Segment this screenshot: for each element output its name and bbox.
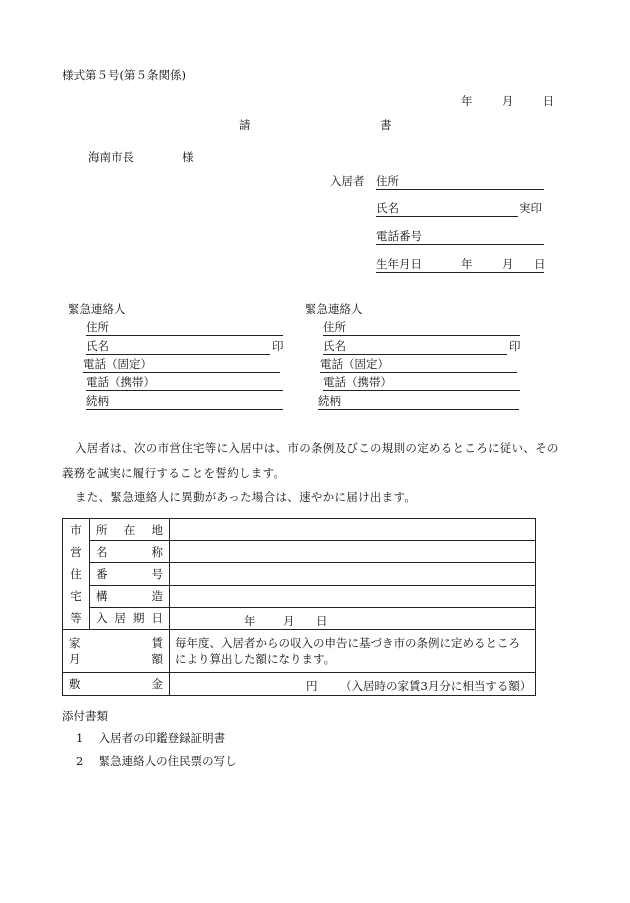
contact1-seal-label: 印 <box>272 339 284 353</box>
rent-value-line-2: により算出した額になります。 <box>175 652 336 666</box>
attachment-text: 緊急連絡人の住民票の写し <box>98 754 237 768</box>
resident-name-field[interactable] <box>376 203 518 217</box>
contact1-relation-field[interactable] <box>86 396 283 410</box>
date-year-label: 年 <box>461 94 473 108</box>
movein-month-label: 月 <box>283 613 295 628</box>
form-number: 様式第５号(第５条関係) <box>62 68 186 82</box>
resident-label: 入居者 <box>330 174 365 188</box>
title-right: 書 <box>380 118 392 132</box>
title-left: 請 <box>239 118 251 132</box>
table-row <box>63 541 536 563</box>
attachment-number: 1 <box>76 731 84 745</box>
contact2-name-field[interactable] <box>323 341 507 355</box>
attachments-heading: 添付書類 <box>62 709 108 723</box>
contact2-heading: 緊急連絡人 <box>305 302 363 316</box>
pledge-line-2: 義務を誠実に履行することを誓約します。 <box>62 466 286 480</box>
resident-phone-field[interactable] <box>376 231 544 245</box>
table-row <box>63 585 536 607</box>
row-location-value[interactable] <box>170 519 536 541</box>
rent-value <box>170 630 536 673</box>
contact2-phone-fixed-field[interactable] <box>320 359 517 373</box>
date-line <box>461 96 554 108</box>
row-name-value[interactable] <box>170 541 536 563</box>
rent-value-line-1: 毎年度、入居者からの収入の申告に基づき市の条例に定めるところ <box>175 636 520 650</box>
housing-table <box>62 518 536 696</box>
table-row <box>63 563 536 585</box>
contact2-address-field[interactable] <box>323 322 520 336</box>
resident-seal-label: 実印 <box>519 201 542 215</box>
attachment-item-2 <box>76 756 237 768</box>
deposit-label: 敷 金 <box>63 673 170 696</box>
contact1-phone-mobile-label: 電話（携帯） <box>86 375 155 389</box>
birth-year-label: 年 <box>461 257 473 271</box>
table-row <box>63 673 536 696</box>
row-location-label: 所 在 地 <box>90 519 170 541</box>
movein-day-label: 日 <box>316 613 328 628</box>
table-row <box>63 519 536 541</box>
resident-address-label: 住所 <box>376 174 399 188</box>
row-structure-value[interactable] <box>170 585 536 607</box>
birth-day-label: 日 <box>534 257 546 271</box>
contact1-phone-mobile-field[interactable] <box>86 377 283 391</box>
contact2-relation-label: 続柄 <box>318 394 341 408</box>
resident-phone-label: 電話番号 <box>376 229 422 243</box>
contact2-name-label: 氏名 <box>323 339 346 353</box>
resident-birth-label: 生年月日 <box>376 257 422 271</box>
contact2-phone-mobile-field[interactable] <box>323 377 520 391</box>
deposit-value[interactable] <box>170 673 536 696</box>
deposit-note: （入居時の家賃3月分に相当する額） <box>340 679 532 693</box>
row-number-value[interactable] <box>170 563 536 585</box>
resident-address-field[interactable] <box>376 176 544 190</box>
row-structure-label: 構 造 <box>90 585 170 607</box>
movein-year-label: 年 <box>244 613 256 628</box>
resident-birth-field[interactable] <box>376 259 544 273</box>
contact1-address-field[interactable] <box>86 322 283 336</box>
addressee-name: 海南市長 <box>88 150 134 164</box>
date-month-label: 月 <box>501 94 514 108</box>
contact1-phone-fixed-label: 電話（固定） <box>83 357 152 371</box>
date-day-label: 日 <box>542 94 555 108</box>
attachment-item-1 <box>76 733 225 745</box>
resident-name-label: 氏名 <box>376 201 399 215</box>
housing-group-label: 市 営 住 宅 等 <box>63 519 90 630</box>
row-name-label: 名 称 <box>90 541 170 563</box>
pledge-line-1: 入居者は、次の市営住宅等に入居中は、市の条例及びこの規則の定めるところに従い、その <box>75 441 559 455</box>
row-number-label: 番 号 <box>90 563 170 585</box>
row-movein-value[interactable] <box>170 607 536 629</box>
table-row <box>63 630 536 673</box>
row-movein-label: 入 居 期 日 <box>90 607 170 629</box>
pledge-line-3: また、緊急連絡人に異動があった場合は、速やかに届け出ます。 <box>75 490 417 504</box>
contact1-relation-label: 続柄 <box>86 394 109 408</box>
contact1-name-field[interactable] <box>86 341 270 355</box>
birth-month-label: 月 <box>502 257 514 271</box>
contact1-phone-fixed-field[interactable] <box>83 359 280 373</box>
contact2-address-label: 住所 <box>323 320 346 334</box>
contact2-seal-label: 印 <box>509 339 521 353</box>
table-row <box>63 607 536 629</box>
deposit-yen-label: 円 <box>306 679 318 693</box>
contact2-relation-field[interactable] <box>318 396 519 410</box>
contact2-phone-mobile-label: 電話（携帯） <box>323 375 392 389</box>
contact1-heading: 緊急連絡人 <box>68 302 126 316</box>
contact1-name-label: 氏名 <box>86 339 109 353</box>
attachment-text: 入居者の印鑑登録証明書 <box>98 731 226 745</box>
rent-label: 家 賃 月 額 <box>63 630 170 673</box>
contact2-phone-fixed-label: 電話（固定） <box>320 357 389 371</box>
contact1-address-label: 住所 <box>86 320 109 334</box>
addressee-honorific: 様 <box>182 150 194 164</box>
attachment-number: 2 <box>76 754 84 768</box>
